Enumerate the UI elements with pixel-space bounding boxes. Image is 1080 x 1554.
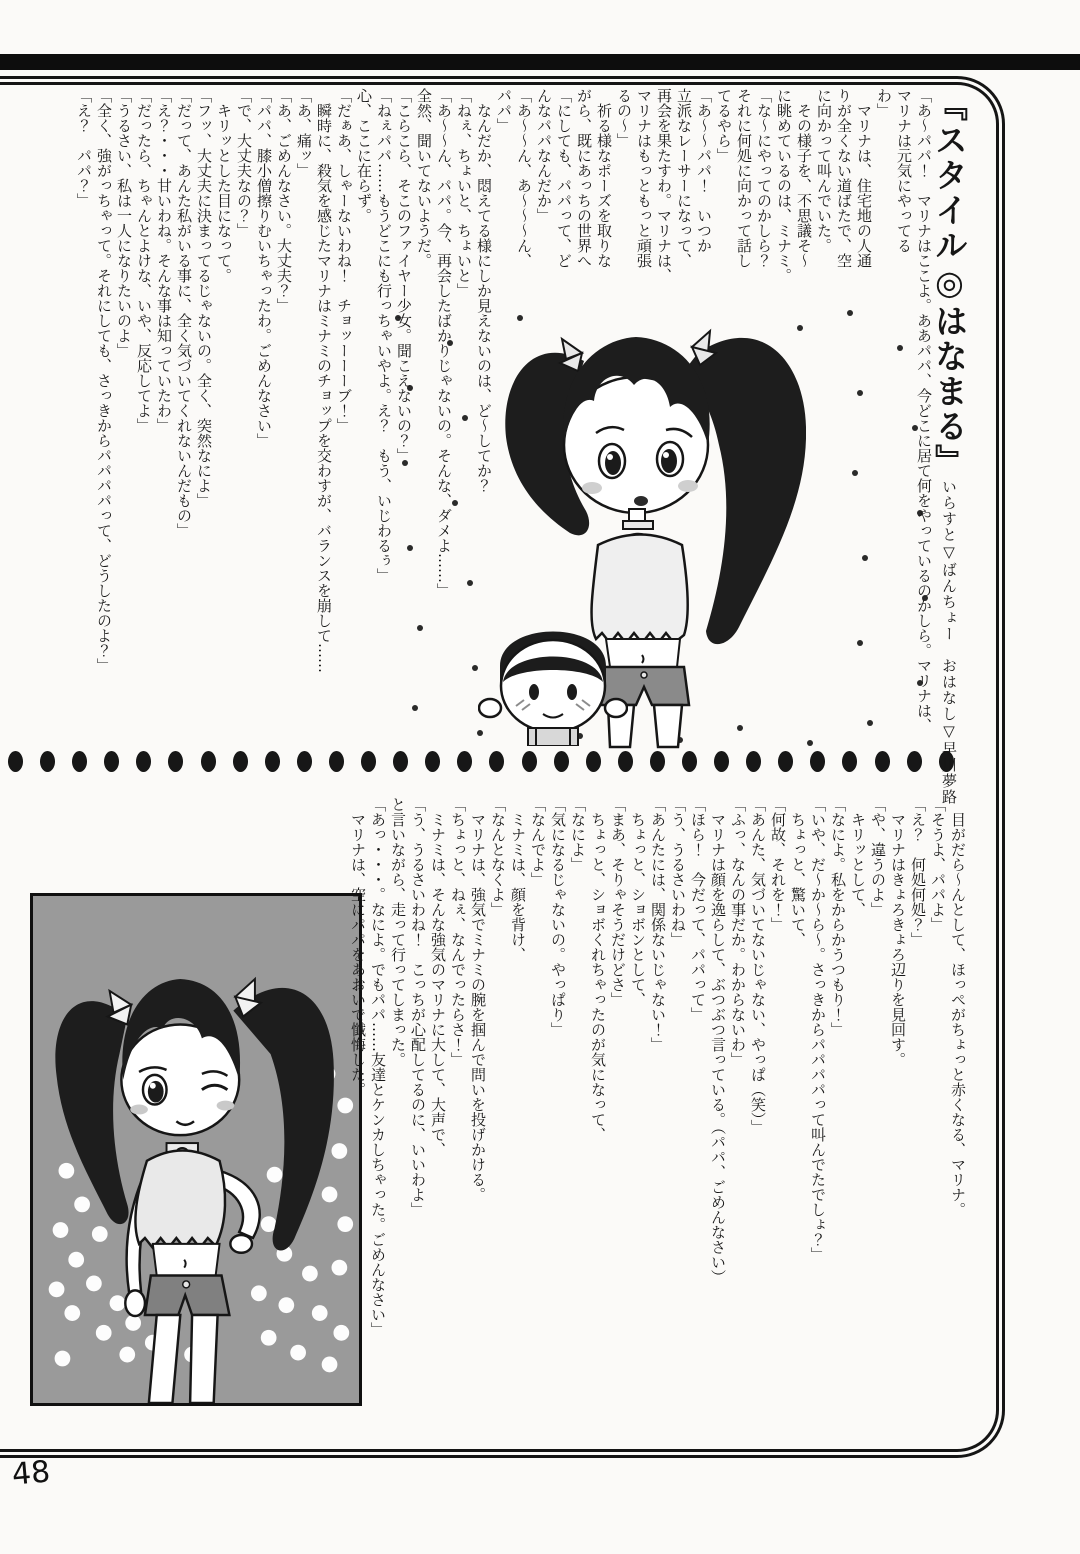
text-column: 「全く、強がっちゃって。それにしても、さっきからパパパパって、どうしたのよ？」 [95, 88, 113, 673]
text-column: 立派なレーサーになって、 [675, 88, 693, 268]
girl2-blush-left [130, 1105, 148, 1115]
text-column: 「あ〜〜ん、あ〜〜〜ん、 [515, 88, 533, 268]
text-column: 「パパ、膝小僧擦りむいちゃったわ。ごめんなさい」 [255, 88, 273, 448]
text-column: マリナは、強気でミナミの腕を掴んで問いを投げかける。 [469, 797, 487, 1202]
text-column: に向かって叫んでいた。 [815, 88, 833, 253]
text-column: に眺めているのは、ミナミ。 [775, 88, 793, 283]
text-column: がら、既にあっちの世界へ [575, 88, 593, 268]
text-column: マリナは、空にパパをあおいで懺悔した。 [349, 797, 367, 1097]
text-column: 「フッ、大丈夫に決まってるじゃないの。全く、突然なによ」 [195, 88, 213, 508]
text-column: 「あ〜〜ん、パパ。今、再会したばかりじゃないの。そんな、ダメよ……」 [435, 88, 453, 598]
text-column: るの〜」 [615, 88, 633, 148]
text-column: 「なんとなくよ」 [489, 797, 507, 917]
text-column: なんだか、悶えてる様にしか見えないのは、ど〜してか？ [475, 88, 493, 493]
text-column: 「え？ 何処何処？」 [909, 797, 927, 947]
text-column: 「あ、ごめんなさい。大丈夫？」 [275, 88, 293, 313]
story-text-top [74, 88, 934, 788]
divider-dot [8, 751, 23, 772]
text-column: 「なによ」 [569, 797, 587, 872]
text-column: 「にしても、パパって、ど [555, 88, 573, 268]
text-column: 「そうよ、パパよ」 [929, 797, 947, 932]
text-column: パパ」 [495, 88, 513, 133]
text-column: 「な〜にやってのかしら？ [755, 88, 773, 268]
text-column: 「何故、それを！」 [769, 797, 787, 932]
text-column: 「あっ・・・。なによ。でもパパ……友達とケンカしちゃった。ごめんなさい」 [369, 797, 387, 1337]
title-block [916, 88, 980, 805]
divider-dot [40, 751, 55, 772]
text-column: わ」 [875, 88, 893, 118]
text-column: 「あんた、気づいてないじゃない、やっぱ（笑）」 [749, 797, 767, 1135]
text-column: 「うるさい、私は一人になりたいのよ」 [115, 88, 133, 358]
text-column: 「ねぇ、ちょいと、ちょいと」 [455, 88, 473, 298]
text-column: ミナミは、そんな強気のマリナに大して、大声で、 [429, 797, 447, 1157]
text-column: 「だぁあ、しゃーないわね！ チョッーーーブ！」 [335, 88, 353, 433]
text-column: 目がだら〜んとして、ほっぺがちょっと赤くなる、マリナ。 [949, 797, 967, 1217]
text-column: 「あ〜パパ！ マリナはここよ。ああパパ、今どこに居て何をやっているのかしら。マリナは、 [915, 88, 933, 733]
text-column: 「まあ、そりゃそうだけどさ」 [609, 797, 627, 1007]
text-column: 「え？・・・甘いわね。そんな事は知っていたわ」 [155, 88, 173, 433]
text-column: 「なによ。私をからかうつもり！」 [829, 797, 847, 1037]
text-column: 「あ〜〜パパ！ いつか [695, 88, 713, 253]
girl2-blush-right [217, 1101, 235, 1111]
text-column: ちょっと、ショボくれちゃったのが気になって、 [589, 797, 607, 1142]
text-column: キリッとした目になって。 [215, 88, 233, 283]
text-column: 「だったら、ちゃんとよけな、いや、反応してよ」 [135, 88, 153, 433]
page-number: 48 [10, 1454, 52, 1493]
text-column: マリナはもっともっと頑張 [635, 88, 653, 268]
text-column: ちょっと、ショボンとして、 [629, 797, 647, 1007]
text-column: 「気になるじゃないの。やっぱり」 [549, 797, 567, 1037]
text-column: 「や、違うのよ」 [869, 797, 887, 917]
top-trim-bar [0, 54, 1080, 70]
text-column: 「う、うるさいわね」 [669, 797, 687, 947]
bottom-illustration-panel [30, 893, 362, 1406]
page-title: 『スタイル◎はなまる』 [930, 88, 969, 479]
text-column: マリナは元気にやってる [895, 88, 913, 253]
text-column: 「え？ パパ？」 [75, 88, 93, 208]
text-column: 瞬時に、殺気を感じたマリナはミナミのチョップを交わすが、バランスを崩して…… [315, 88, 333, 673]
text-column: それに何処に向かって話し [735, 88, 753, 268]
text-column: 心、ここに在らず。 [355, 88, 373, 223]
text-column: 「ちょっと、ねぇ、なんでったらさ！」 [449, 797, 467, 1067]
credits: いらすと▽ばんちょー おはなし▽早川夢路 [940, 479, 958, 805]
text-column: と言いながら、走って行ってしまった。 [389, 797, 407, 1067]
girl-winking-hand-on-hip-illustration [33, 896, 359, 1403]
text-column: キリッとして、 [849, 797, 867, 917]
text-column: 「ねぇパパ……もうどこにも行っちゃいやよ。え？ もう、いじわるぅ」 [375, 88, 393, 583]
text-column: ちょっと、驚いて、 [789, 797, 807, 947]
text-column: マリナは顔を逸らして、ぶつぶつ言っている。（パパ、ごめんなさい） [709, 797, 727, 1285]
text-column: てるやら」 [715, 88, 733, 163]
text-column: 「なんでよ」 [529, 797, 547, 887]
text-column: その様子を、不思議そ〜 [795, 88, 813, 268]
text-column: ミナミは、顔を背け、 [509, 797, 527, 962]
title-line [918, 88, 980, 805]
text-column: 「あ、痛ッ」 [295, 88, 313, 178]
text-column: 「こらこら、そこのファイヤー少女。聞こえないの？」 [395, 88, 413, 463]
text-column: んなパパなんだか」 [535, 88, 553, 223]
text-column: マリナは、住宅地の人通 [855, 88, 873, 268]
text-column: 「ふっ、なんの事だか。わからないわ」 [729, 797, 747, 1067]
text-column: 「う、うるさいわね！ こっちが心配してるのに、いいわよ」 [409, 797, 427, 1217]
text-column: 「いや、だ〜か〜ら〜。さっきからパパパパって叫んでたでしょ？」 [809, 797, 827, 1262]
story-text-bottom [346, 797, 968, 1473]
text-column: 「で、大丈夫なの？」 [235, 88, 253, 238]
text-column: りが全くない道ばたで、空 [835, 88, 853, 268]
text-column: 再会を果たすわ。マリナは、 [655, 88, 673, 283]
text-column: 「あんたには、関係ないじゃない！」 [649, 797, 667, 1052]
text-column: マリナはきょろきょろ辺りを見回す。 [889, 797, 907, 1067]
text-column: 「ほら！ 今だって、パパって」 [689, 797, 707, 1022]
text-column: 「だって、あんた私がいる事に、全く気づいてくれないんだもの」 [175, 88, 193, 538]
text-column: 祈る様なポーズを取りな [595, 88, 613, 268]
text-column: 全然、聞いてないようだ。 [415, 88, 433, 268]
